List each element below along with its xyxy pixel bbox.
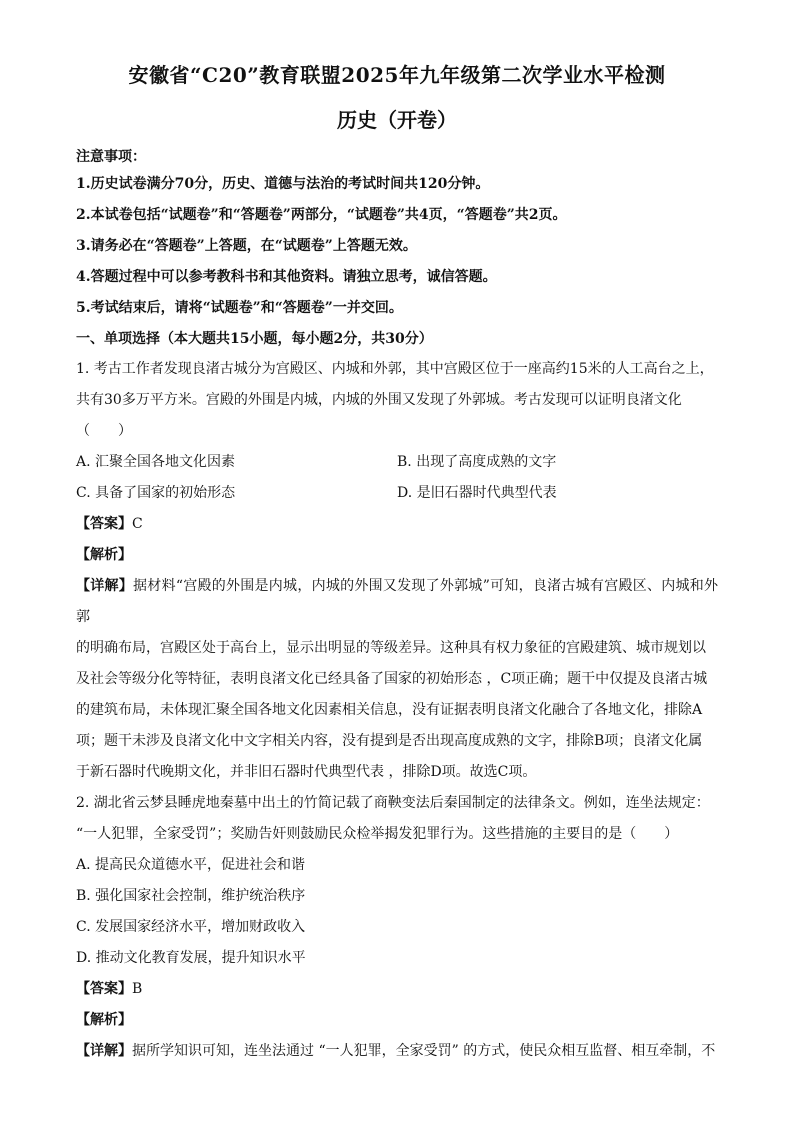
answer-value: C (132, 516, 143, 532)
question-stem-line: 共有30多万平方米。宫殿的外围是内城，内城的外围又发现了外郭城。考古发现可以证明良渚文化 (76, 392, 682, 408)
detail-line: 项；题干未涉及良渚文化中文字相关内容，没有提到是否出现高度成熟的文字，排除B项；良渚文化属 (76, 733, 703, 749)
answer-line (76, 509, 718, 540)
note-item: 2.本试卷包括“试题卷”和“答题卷”两部分，“试题卷”共4页，“答题卷”共2页。 (76, 207, 567, 223)
answer-tag: 【答案】 (76, 516, 132, 532)
note-item: 5.考试结束后，请将“试题卷”和“答题卷”一并交回。 (76, 300, 403, 316)
detail-line (76, 1036, 718, 1067)
option-a: A. 提高民众道德水平，促进社会和谐 (76, 857, 306, 873)
option-c: C. 发展国家经济水平，增加财政收入 (76, 919, 306, 935)
question-stem-line: “一人犯罪，全家受罚”；奖励告奸则鼓励民众检举揭发犯罪行为。这些措施的主要目的是（ ） (76, 826, 679, 842)
answer-line (76, 974, 718, 1005)
exam-title: 安徽省“C20”教育联盟2025年九年级第二次学业水平检测 (128, 63, 666, 87)
note-item: 1.历史试卷满分70分，历史、道德与法治的考试时间共120分钟。 (76, 176, 490, 192)
options-row (76, 447, 718, 478)
detail-tag: 【详解】 (76, 1043, 132, 1059)
question-stem-line: 2. 湖北省云梦县睡虎地秦墓中出土的竹简记载了商鞅变法后秦国制定的法律条文。例如，连坐法规定： (76, 795, 710, 811)
detail-tag: 【详解】 (76, 578, 134, 594)
analysis-tag: 【解析】 (76, 1012, 132, 1028)
note-item: 3.请务必在“答题卷”上答题，在“试题卷”上答题无效。 (76, 238, 417, 254)
option-b: B. 强化国家社会控制，维护统治秩序 (76, 888, 306, 904)
detail-line (76, 571, 718, 633)
question-stem-line: 1. 考古工作者发现良渚古城分为宫殿区、内城和外郭，其中宫殿区位于一座高约15米的人工高台之上， (76, 361, 714, 377)
detail-line: 的建筑布局，未体现汇聚全国各地文化因素相关信息，没有证据表明良渚文化融合了各地文化，排除A (76, 702, 703, 718)
option-c: C. 具备了国家的初始形态 (76, 485, 236, 501)
detail-line: 于新石器时代晚期文化，并非旧石器时代典型代表 ，排除D项。故选C项。 (76, 764, 537, 780)
detail-line: 及社会等级分化等特征，表明良渚文化已经具备了国家的初始形态 ，C项正确；题干中仅提及良渚古城 (76, 671, 708, 687)
detail-line: 的明确布局，宫殿区处于高台上，显示出明显的等级差异。这种具有权力象征的宫殿建筑、城市规划以 (76, 640, 706, 656)
detail-text: 据所学知识可知，连坐法通过 “一人犯罪，全家受罚” 的方式，使民众相互监督、相互牵制，不 (132, 1043, 716, 1059)
option-d: D. 是旧石器时代典型代表 (397, 485, 557, 501)
option-b: B. 出现了高度成熟的文字 (397, 454, 557, 470)
exam-subtitle: 历史（开卷） (337, 108, 457, 132)
detail-text: 据材料“宫殿的外围是内城，内城的外围又发现了外郭城”可知，良渚古城有宫殿区、内城和外郭 (76, 578, 719, 625)
option-a: A. 汇聚全国各地文化因素 (76, 454, 236, 470)
question-stem-line: （ ） (76, 423, 132, 439)
question-2 (76, 788, 718, 1067)
options-row (76, 478, 718, 509)
option-d: D. 推动文化教育发展，提升知识水平 (76, 950, 306, 966)
notes-heading: 注意事项： (76, 149, 146, 165)
question-1 (76, 354, 718, 788)
analysis-tag: 【解析】 (76, 547, 132, 563)
answer-tag: 【答案】 (76, 981, 132, 997)
note-item: 4.答题过程中可以参考教科书和其他资料。请独立思考，诚信答题。 (76, 269, 497, 285)
notes-block (76, 145, 718, 324)
answer-value: B (132, 981, 143, 997)
section-heading: 一、单项选择（本大题共15小题，每小题2分，共30分） (76, 331, 433, 347)
